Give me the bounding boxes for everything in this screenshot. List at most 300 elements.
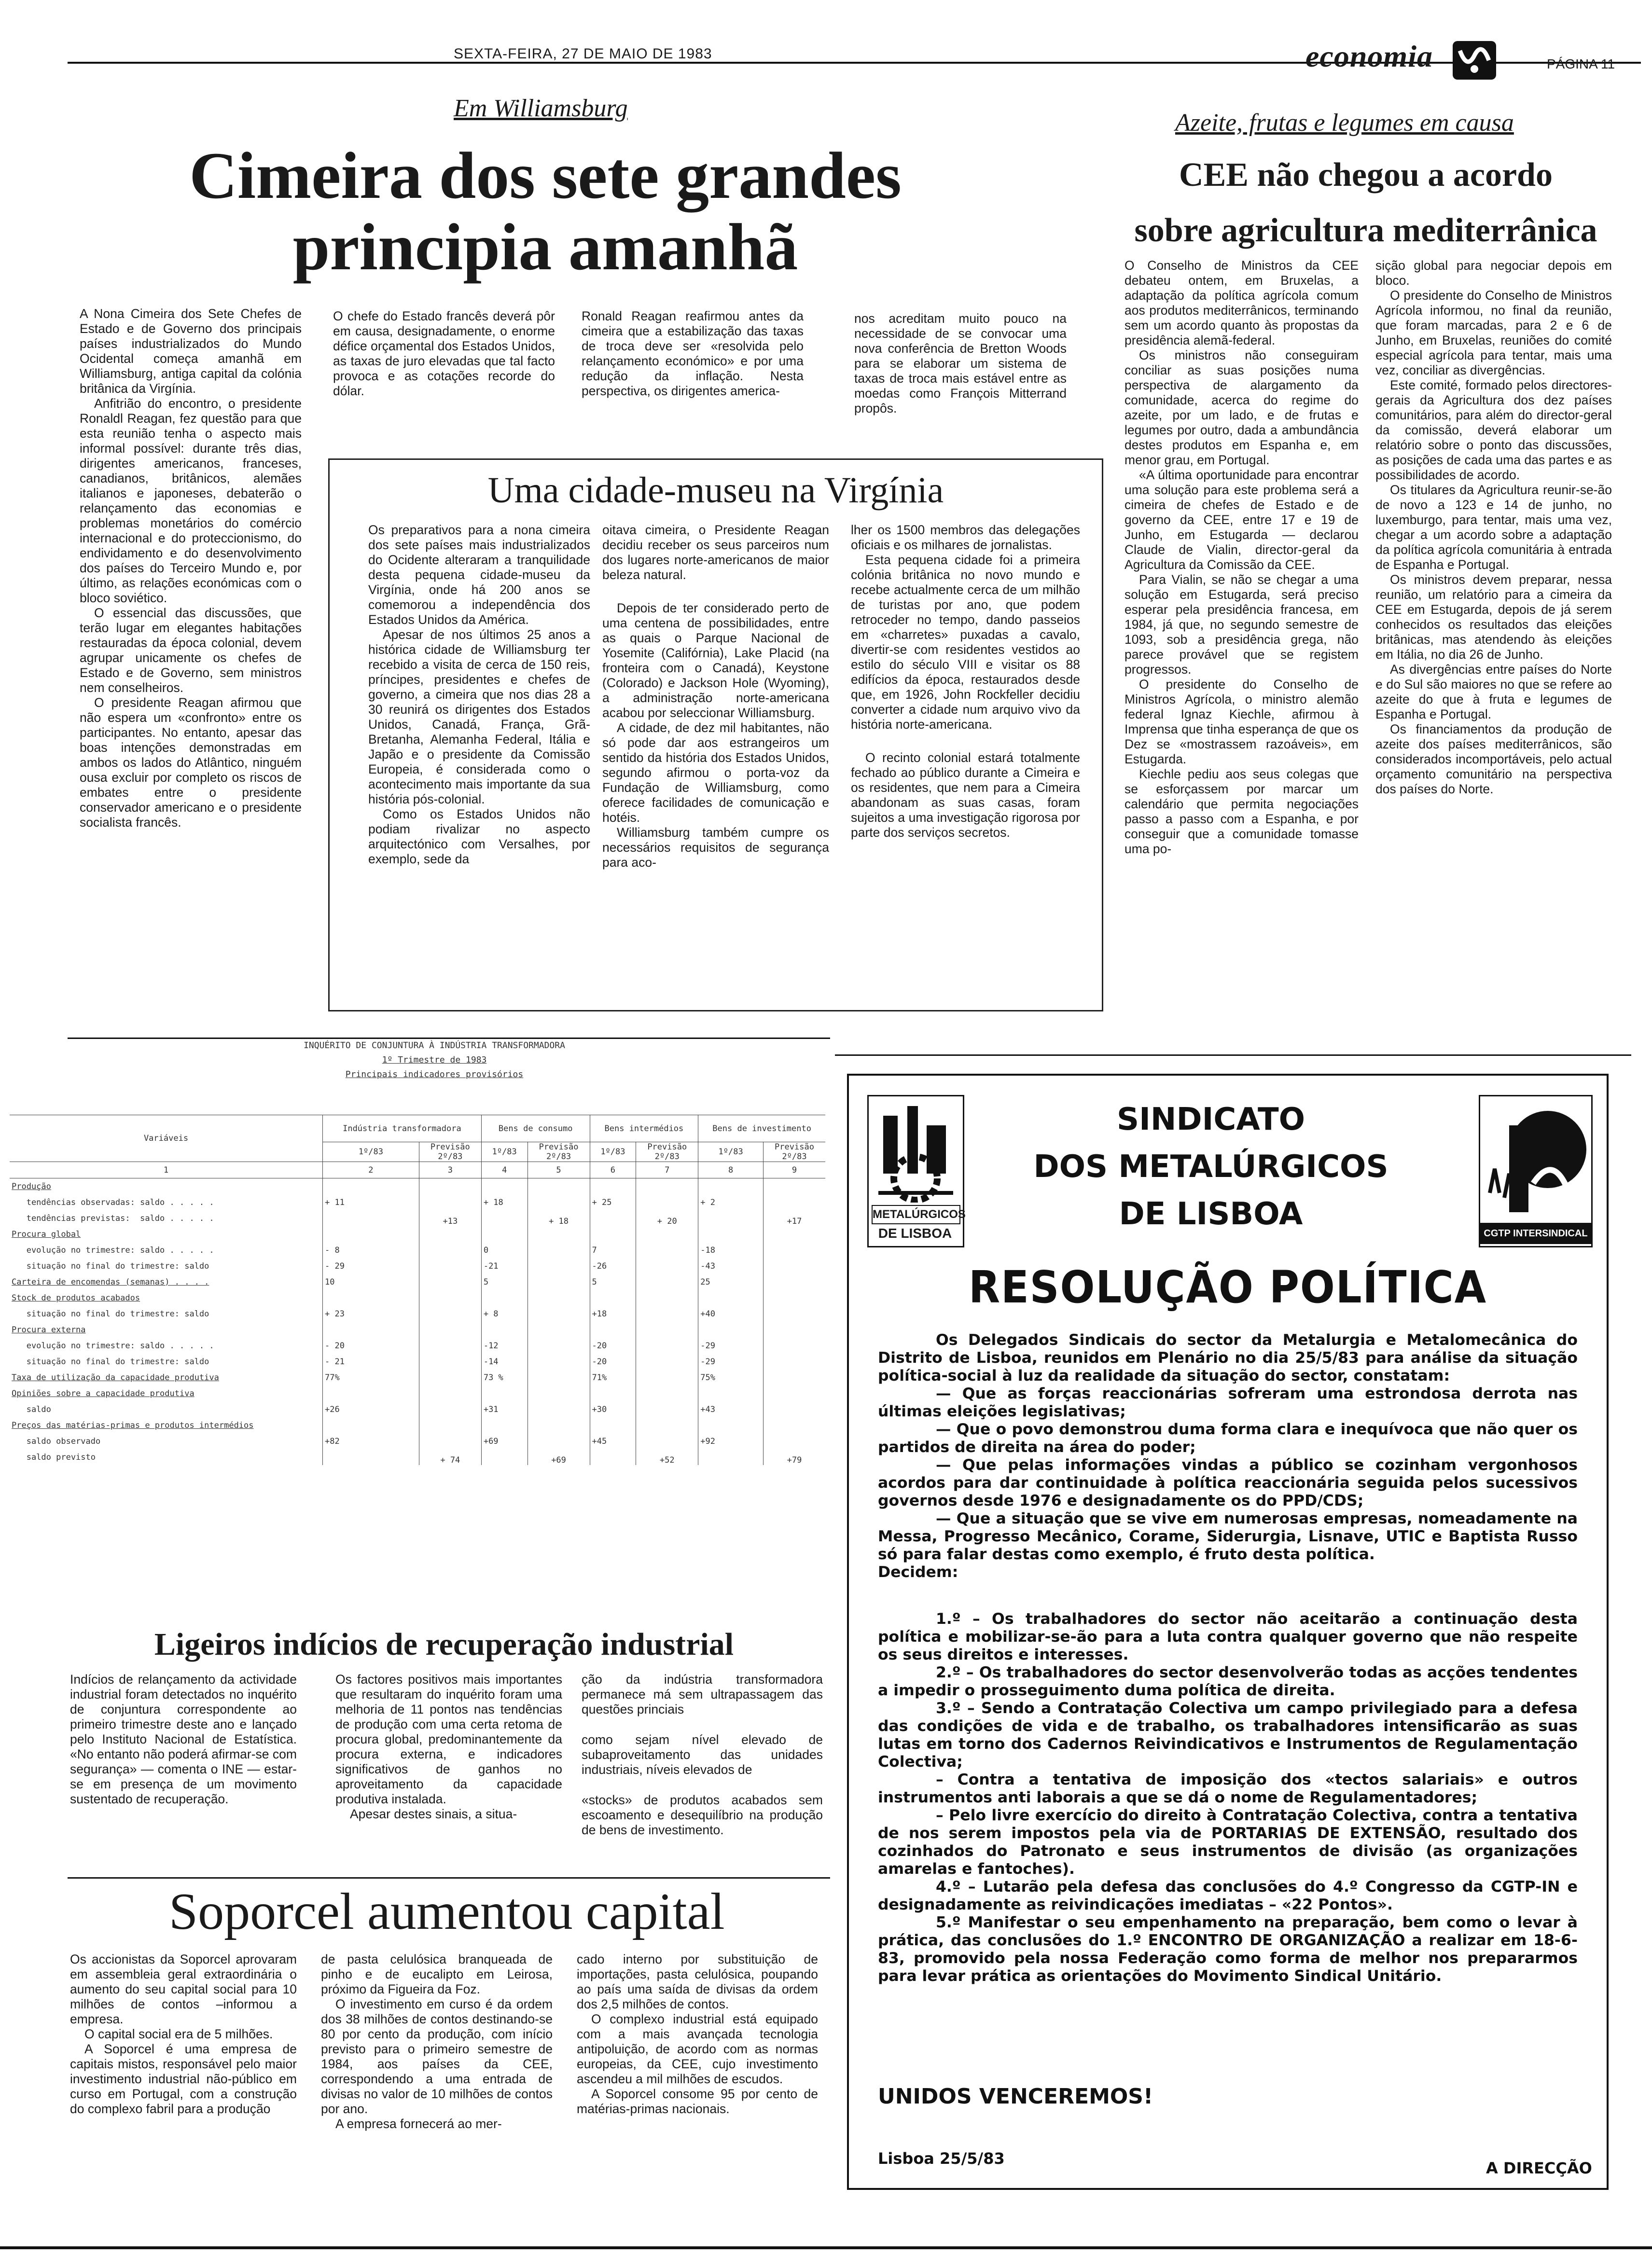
colnum: 5 bbox=[528, 1162, 590, 1178]
table-cell: 5 bbox=[590, 1274, 636, 1290]
table-cell: 0 bbox=[481, 1242, 528, 1258]
table-cell bbox=[764, 1274, 826, 1290]
table-cell bbox=[636, 1274, 698, 1290]
row-label: saldo previsto bbox=[12, 1452, 96, 1462]
cimeira-col1 bbox=[80, 306, 302, 830]
header-date: SEXTA-FEIRA, 27 DE MAIO DE 1983 bbox=[454, 46, 712, 62]
table-cell: 10 bbox=[323, 1274, 419, 1290]
metalurgicos-logo bbox=[867, 1095, 964, 1247]
table-cell: +26 bbox=[323, 1401, 419, 1417]
table-cell: 25 bbox=[698, 1274, 764, 1290]
table-cell bbox=[636, 1417, 698, 1433]
table-cell bbox=[419, 1433, 481, 1449]
table-cell bbox=[419, 1194, 481, 1210]
table-cell: +82 bbox=[323, 1433, 419, 1449]
cgtp-emblem-icon bbox=[1480, 1096, 1591, 1222]
table-cell bbox=[528, 1258, 590, 1274]
cee-col2-p7: Os financiamentos da produção de azeite dos países mediterrânicos, são considerados incomportáveis, pelo actual orçamento comunitário na perspectiva dos países do Norte. bbox=[1375, 722, 1612, 796]
table-cell bbox=[764, 1258, 826, 1274]
table-cell bbox=[323, 1385, 419, 1401]
soporcel-col3-p1: cado interno por substituição de importações, pasta celulósica, poupando ao país uma saída de divisas da ordem dos 2,5 milhões de contos. bbox=[577, 1952, 818, 2011]
table-cell bbox=[636, 1258, 698, 1274]
cimeira-col2-p1: O chefe do Estado francês deverá pôr em causa, designadamente, o enorme défice orçamental dos Estados Unidos, as taxas de juro elevadas que tal facto provoca e as cotações recorde do dólar. bbox=[333, 309, 555, 398]
table-cell: + 2 bbox=[698, 1194, 764, 1210]
table-row bbox=[10, 1322, 825, 1338]
row-label: saldo bbox=[12, 1404, 51, 1414]
table-cell bbox=[698, 1417, 764, 1433]
row-label: Stock de produtos acabados bbox=[12, 1293, 140, 1303]
group-header: Bens intermédios bbox=[590, 1115, 698, 1142]
table-row bbox=[10, 1178, 825, 1195]
table-cell: + 18 bbox=[528, 1210, 590, 1226]
table-row bbox=[10, 1210, 825, 1226]
row-label: situação no final do trimestre: saldo bbox=[12, 1356, 209, 1367]
table-cell bbox=[764, 1242, 826, 1258]
ligeiros-col2-p2: Apesar destes sinais, a situa- bbox=[350, 1807, 517, 1821]
table-cell bbox=[698, 1226, 764, 1242]
resolucao-intro: Os Delegados Sindicais do sector da Metalurgia e Metalomecânica do Distrito de Lisboa, reunidos em Plenário no dia 25/5/83 para análise da situação política-social à luz da realidade da situação do sector, constatam: bbox=[878, 1331, 1578, 1384]
ligeiros-col2 bbox=[335, 1672, 562, 1822]
soporcel-col3-p3: A Soporcel consome 95 por cento de matérias-primas nacionais. bbox=[577, 2087, 818, 2116]
inquerito-title: INQUÉRITO DE CONJUNTURA À INDÚSTRIA TRANSFORMADORA bbox=[304, 1040, 565, 1051]
row-label: evolução no trimestre: saldo . . . . . bbox=[12, 1245, 214, 1255]
table-cell bbox=[481, 1210, 528, 1226]
cimeira-col3-p1: Ronald Reagan reafirmou antes da cimeira que a estabilização das taxas de troca deve ser «resolvida pelo relançamento económico» e por uma redução da inflação. Nesta perspectiva, os dirigentes america- bbox=[582, 309, 804, 398]
virginia-col3-p3: O recinto colonial estará totalmente fechado ao público durante a Cimeira e os residentes, que nem para a Cimeira abandonam as suas casas, foram sujeitos a uma investigação rigorosa por parte dos serviços secretos. bbox=[851, 750, 1080, 840]
table-cell bbox=[419, 1306, 481, 1322]
sindicato-body bbox=[878, 1331, 1578, 1985]
table-cell bbox=[636, 1306, 698, 1322]
cee-col1-p4: Para Vialin, se não se chegar a uma solução em Estugarda, será preciso esperar pela presidência francesa, em 1984, já que, no segundo semestre de 1093, sob a presidência grega, não parece provável que se registem progressos. bbox=[1124, 572, 1359, 677]
table-cell bbox=[764, 1401, 826, 1417]
table-cell bbox=[698, 1449, 764, 1465]
row-label: tendências previstas: saldo . . . . . bbox=[12, 1213, 214, 1223]
cimeira-col2 bbox=[333, 309, 555, 399]
soporcel-col1-p1: Os accionistas da Soporcel aprovaram em assembleia geral extraordinária o aumento do seu capital social para 10 milhões de contos –informou a empresa. bbox=[70, 1952, 297, 2026]
constatam-4: — Que a situação que se vive em numerosas empresas, nomeadamente na Messa, Progresso Mecânico, Corame, Siderurgia, Lisnave, UTIC e Baptista Russo só para falar destas como exemplo, é fruto desta política. bbox=[878, 1510, 1578, 1563]
table-cell: +13 bbox=[419, 1210, 481, 1226]
row-label: Produção bbox=[12, 1181, 51, 1191]
table-cell: -14 bbox=[481, 1354, 528, 1370]
table-cell: - 21 bbox=[323, 1354, 419, 1370]
table-cell bbox=[419, 1290, 481, 1306]
table-cell bbox=[528, 1338, 590, 1354]
table-cell bbox=[528, 1322, 590, 1338]
sub-header: 1º/83 bbox=[323, 1142, 419, 1162]
constatam-3: — Que pelas informações vindas a público se cozinham vergonhosos acordos para dar continuidade à política reaccionária seguida pelos sucessivos governos desde 1976 e designadamente os do PPD/CDS; bbox=[878, 1456, 1578, 1509]
table-row bbox=[10, 1354, 825, 1370]
place-date: Lisboa 25/5/83 bbox=[878, 2149, 1005, 2168]
logo-right-label: CGTP INTERSINDICAL bbox=[1480, 1223, 1591, 1244]
cimeira-col1-p2: Anfitrião do encontro, o presidente Ronaldl Reagan, fez questão para que esta reunião tenha o aspecto mais informal possível: durante três dias, dirigentes americanos, franceses, canadianos, britânicos, alemães italianos e japoneses, debaterão o relançamento das economias e problemas monetários do comércio internacional e do proteccionismo, do endividamento e do desenvolvimento dos países do Terceiro Mundo e, por último, as relações económicas com o bloco soviético. bbox=[80, 396, 302, 605]
ligeiros-col2-p1: Os factores positivos mais importantes que resultaram do inquérito foram uma melhoria de 11 pontos nas tendências de produção com uma certa retoma de procura global, predominantemente da procura externa, e indicadores significativos de ganhos no aproveitamento da capacidade produtiva instalada. bbox=[335, 1672, 562, 1806]
soporcel-col1-p2: O capital social era de 5 milhões. bbox=[84, 2027, 273, 2041]
table-cell bbox=[323, 1178, 419, 1195]
table-cell bbox=[419, 1338, 481, 1354]
ligeiros-headline: Ligeiros indícios de recuperação industrial bbox=[154, 1627, 734, 1662]
table-cell: +17 bbox=[764, 1210, 826, 1226]
sub-header: Previsão 2º/83 bbox=[419, 1142, 481, 1162]
soporcel-col2-p3: A empresa fornecerá ao mer- bbox=[335, 2117, 502, 2131]
table-row bbox=[10, 1274, 825, 1290]
table-cell bbox=[764, 1417, 826, 1433]
cee-col1-p5: O presidente do Conselho de Ministros Agrícola, o ministro alemão federal Ignaz Kiechle, afirmou à Imprensa que tinha esperança de que os Dez se «mostrassem razoáveis», em Estugarda. bbox=[1124, 677, 1359, 766]
decisao-2: 2.º – Os trabalhadores do sector desenvolverão todas as acções tendentes a impedir o prosseguimento duma política de direita. bbox=[878, 1664, 1578, 1699]
cee-col2-p3: Este comité, formado pelos directores-gerais da Agricultura dos dez países comunitários, para além do director-geral da comissão, deverá elaborar um relatório sobre o ponto das discussões, as posições de cada uma das partes e as possibilidades de acordo. bbox=[1375, 378, 1612, 482]
table-cell bbox=[764, 1178, 826, 1195]
table-cell: - 8 bbox=[323, 1242, 419, 1258]
decidem-label: Decidem: bbox=[878, 1564, 958, 1581]
table-cell bbox=[636, 1338, 698, 1354]
soporcel-col3-p2: O complexo industrial está equipado com a mais avançada tecnologia antipoluição, de acordo com as normas europeias, da CEE, cujo investimento ascendeu a mil milhões de escudos. bbox=[577, 2012, 818, 2086]
table-cell: - 20 bbox=[323, 1338, 419, 1354]
virginia-col3-p2: Esta pequena cidade foi a primeira colónia britânica no novo mundo e recebe actualmente cerca de um milhão de turistas por ano, que podem retroceder no tempo, dando passeios em «charretes» puxadas a cavalo, divertir-se com residentes vestidos ao estilo do século VIII e visitar os 88 edifícios da época, restaurados desde que, em 1926, John Rockfeller decidiu converter a cidade num arquivo vivo da história norte-americana. bbox=[851, 553, 1080, 732]
factory-gear-icon bbox=[869, 1096, 963, 1203]
table-cell: -21 bbox=[481, 1258, 528, 1274]
section-name: economia bbox=[1305, 39, 1433, 73]
virginia-col2 bbox=[602, 523, 829, 870]
soporcel-col2 bbox=[321, 1952, 553, 2131]
sub-header: 1º/83 bbox=[481, 1142, 528, 1162]
table-cell: -20 bbox=[590, 1354, 636, 1370]
table-cell bbox=[590, 1226, 636, 1242]
cee-col2-p5: Os ministros devem preparar, nessa reunião, um relatório para a cimeira da CEE em Estugarda, depois de já serem conhecidos os resultados das eleições britânicas, mas atendendo às eleições em Itália, no dia 26 de Junho. bbox=[1375, 572, 1612, 662]
table-cell: +79 bbox=[764, 1449, 826, 1465]
virginia-box bbox=[328, 458, 1103, 1011]
table-cell: -43 bbox=[698, 1258, 764, 1274]
table-cell bbox=[323, 1449, 419, 1465]
constatam-2: — Que o povo demonstrou duma forma clara e inequívoca que não quer os partidos de direita na área do poder; bbox=[878, 1421, 1578, 1456]
table-cell bbox=[323, 1226, 419, 1242]
inquerito-subtitle: 1º Trimestre de 1983 bbox=[382, 1055, 487, 1065]
virginia-col1-p3: Como os Estados Unidos não podiam rivalizar no aspecto arquitectónico com Versalhes, por exemplo, sede da bbox=[368, 807, 590, 866]
inquerito-titles bbox=[145, 1038, 724, 1082]
cimeira-col3 bbox=[582, 309, 804, 399]
table-cell: 71% bbox=[590, 1370, 636, 1385]
ligeiros-col1-p1: Indícios de relançamento da actividade industrial foram detectados no inquérito de conjuntura correspondente ao primeiro trimestre deste ano e lançado pelo Instituto Nacional de Estatística. «No entanto não poderá afirmar-se com segurança» — comenta o INE — estar-se em presença de um movimento sustentado de recuperação. bbox=[70, 1672, 297, 1806]
table-cell bbox=[419, 1385, 481, 1401]
table-cell bbox=[419, 1226, 481, 1242]
slogan: UNIDOS VENCEREMOS! bbox=[878, 2084, 1153, 2109]
cimeira-headline-line2: principia amanhã bbox=[292, 210, 798, 284]
table-cell: +43 bbox=[698, 1401, 764, 1417]
cimeira-col4-p1: nos acreditam muito pouco na necessidade de se convocar uma nova conferência de Bretton Woods para se elaborar um sistema de taxas de troca mais estável entre as moedas como François Mitterrand propôs. bbox=[854, 311, 1067, 415]
colnum: 8 bbox=[698, 1162, 764, 1178]
footer-rule bbox=[0, 2246, 1652, 2249]
table-cell bbox=[636, 1226, 698, 1242]
group-header: Indústria transformadora bbox=[323, 1115, 482, 1142]
virginia-col2-p2: Depois de ter considerado perto de uma centena de possibilidades, entre as quais o Parque Nacional de Yosemite (Califórnia), Lake Placid (na fronteira com o Canadá), Keystone (Colorado) e Jackson Hole (Wyoming), a administração norte-americana acabou por seleccionar Williamsburg. bbox=[602, 601, 829, 720]
page-header bbox=[0, 0, 1652, 77]
table-cell bbox=[419, 1401, 481, 1417]
table-cell bbox=[481, 1178, 528, 1195]
soporcel-col2-p1: de pasta celulósica branqueada de pinho e de eucalipto em Leirosa, próximo da Figueira da Foz. bbox=[321, 1952, 553, 1996]
logo-left-line1: METALÚRGICOS bbox=[872, 1205, 960, 1224]
decisao-3a: – Contra a tentativa de imposição dos «tectos salariais» e outros instrumentos anti laborais a que se dá o nome de Regulamentadores; bbox=[878, 1771, 1578, 1806]
table-cell bbox=[636, 1178, 698, 1195]
cee-col2-p4: Os titulares da Agricultura reunir-se-ão de novo a 123 e 14 de junho, no luxemburgo, para tentar, mais uma vez, chegar a um acordo sobre a adaptação da política agrícola comunitária à entrada de Espanha e Portugal. bbox=[1375, 483, 1612, 572]
colnum: 9 bbox=[764, 1162, 826, 1178]
sindicato-title bbox=[994, 1096, 1428, 1238]
table-cell: -26 bbox=[590, 1258, 636, 1274]
table-cell bbox=[764, 1433, 826, 1449]
table-cell bbox=[481, 1385, 528, 1401]
cee-headline-line2: sobre agricultura mediterrânica bbox=[1134, 212, 1597, 249]
soporcel-headline: Soporcel aumentou capital bbox=[169, 1883, 725, 1940]
divider-right bbox=[835, 1054, 1631, 1056]
table-cell bbox=[419, 1258, 481, 1274]
row-label: situação no final do trimestre: saldo bbox=[12, 1309, 209, 1319]
table-cell bbox=[419, 1370, 481, 1385]
table-cell: + 8 bbox=[481, 1306, 528, 1322]
table-cell bbox=[764, 1306, 826, 1322]
table-row bbox=[10, 1385, 825, 1401]
table-cell bbox=[419, 1242, 481, 1258]
soporcel-col1-p3: A Soporcel é uma empresa de capitais mistos, responsável pelo maior investimento industrial não-público em curso em Portugal, com a construção do complexo fabril para a produção bbox=[70, 2042, 297, 2116]
table-row bbox=[10, 1338, 825, 1354]
table-row bbox=[10, 1433, 825, 1449]
table-cell bbox=[528, 1178, 590, 1195]
table-cell bbox=[698, 1178, 764, 1195]
colnum: 6 bbox=[590, 1162, 636, 1178]
table-cell: + 74 bbox=[419, 1449, 481, 1465]
table-cell bbox=[636, 1433, 698, 1449]
cee-headline bbox=[1105, 147, 1626, 258]
inquerito-subtitle2: Principais indicadores provisórios bbox=[345, 1069, 524, 1080]
table-cell: 73 % bbox=[481, 1370, 528, 1385]
table-cell: +69 bbox=[528, 1449, 590, 1465]
virginia-col2-p3: A cidade, de dez mil habitantes, não só pode dar aos estrangeiros um sentido da história dos Estados Unidos, segundo afirmou o porta-voz da Fundação de Williamsburg, como oferece facilidades de comunicação e hotéis. bbox=[602, 720, 829, 825]
decisao-3b: – Pelo livre exercício do direito à Contratação Colectiva, contra a tentativa de nos serem impostos pela via de PORTARIAS DE EXTENSÃO, resultado dos cozinhados do Patronato e seus instrumentos de divisão (as organizações amarelas e fantoches). bbox=[878, 1807, 1578, 1878]
table-cell bbox=[528, 1385, 590, 1401]
table-cell bbox=[764, 1194, 826, 1210]
section-logo-icon bbox=[1453, 41, 1496, 80]
table-cell: +18 bbox=[590, 1306, 636, 1322]
table-row bbox=[10, 1401, 825, 1417]
table-cell bbox=[419, 1274, 481, 1290]
ligeiros-col3-p2: como sejam nível elevado de subaproveitamento das unidades industriais, níveis elevados de bbox=[582, 1732, 823, 1777]
cee-col2-p1: sição global para negociar depois em bloco. bbox=[1375, 258, 1612, 288]
table-cell: + 18 bbox=[481, 1194, 528, 1210]
table-cell bbox=[528, 1226, 590, 1242]
colnum: 7 bbox=[636, 1162, 698, 1178]
cimeira-col1-p3: O essencial das discussões, que terão lugar em elegantes habitações restauradas da época colonial, devem agrupar unicamente os chefes de Estado e de Governo, sem ministros nem conselheiros. bbox=[80, 606, 302, 695]
table-cell: +92 bbox=[698, 1433, 764, 1449]
table-header-groups bbox=[10, 1115, 825, 1142]
decisao-5: 5.º Manifestar o seu empenhamento na preparação, bem como o levar à prática, das conclusões do 1.º ENCONTRO DE ORGANIZAÇÃO a realizar em 18-6-83, promovido pela nossa Federação como forma de melhor nos prepararmos para levar prática as orientações do Movimento Sindical Unitário. bbox=[878, 1914, 1578, 1985]
constatam-1: — Que as forças reaccionárias sofreram uma estrondosa derrota nas últimas eleições legislativas; bbox=[878, 1385, 1578, 1420]
table-cell bbox=[419, 1417, 481, 1433]
sub-header: 1º/83 bbox=[698, 1142, 764, 1162]
ligeiros-col3 bbox=[582, 1672, 823, 1838]
row-label: Opiniões sobre a capacidade produtiva bbox=[12, 1388, 194, 1398]
table-cell bbox=[323, 1417, 419, 1433]
group-header: Bens de consumo bbox=[481, 1115, 590, 1142]
table-cell bbox=[764, 1322, 826, 1338]
table-colnums bbox=[10, 1162, 825, 1178]
virginia-col1-p2: Apesar de nos últimos 25 anos a histórica cidade de Williamsburg ter recebido a visita de cerca de 150 reis, príncipes, presidentes e chefes de governo, a cimeira que nos dias 28 a 30 reunirá os dirigentes dos Estados Unidos, Canadá, França, Grã-Bretanha, Alemanha Federal, Itália e Japão e o presidente da Comissão Europeia, é considerada como o acontecimento mais importante da sua história pós-colonial. bbox=[368, 627, 590, 806]
logo-left-line2: DE LISBOA bbox=[878, 1226, 952, 1241]
table-cell: 77% bbox=[323, 1370, 419, 1385]
table-cell: -20 bbox=[590, 1338, 636, 1354]
table-cell: +40 bbox=[698, 1306, 764, 1322]
ligeiros-col3-p1: ção da indústria transformadora permanece má sem ultrapassagem das questões princiais bbox=[582, 1672, 823, 1716]
table-cell: -12 bbox=[481, 1338, 528, 1354]
table-cell: -18 bbox=[698, 1242, 764, 1258]
table-cell: +30 bbox=[590, 1401, 636, 1417]
table-cell bbox=[528, 1401, 590, 1417]
cee-kicker: Azeite, frutas e legumes em causa bbox=[1175, 109, 1514, 137]
table-cell bbox=[481, 1449, 528, 1465]
table-cell bbox=[481, 1322, 528, 1338]
table-cell: +69 bbox=[481, 1433, 528, 1449]
row-label: Taxa de utilização da capacidade produtiva bbox=[12, 1372, 219, 1383]
table-cell bbox=[528, 1306, 590, 1322]
soporcel-col1 bbox=[70, 1952, 297, 2117]
cgtp-logo bbox=[1479, 1095, 1593, 1247]
virginia-col2-p4: Williamsburg também cumpre os necessários requisitos de segurança para aco- bbox=[602, 825, 829, 870]
table-cell bbox=[636, 1194, 698, 1210]
cimeira-kicker: Em Williamsburg bbox=[454, 95, 628, 122]
table-cell: + 11 bbox=[323, 1194, 419, 1210]
table-cell bbox=[323, 1290, 419, 1306]
row-label: situação no final do trimestre: saldo bbox=[12, 1261, 209, 1271]
table-cell bbox=[764, 1290, 826, 1306]
decisao-1: 1.º – Os trabalhadores do sector não aceitarão a continuação desta política e mobilizar-se-ão para a luta contra qualquer governo que não respeite os seus direitos e interesses. bbox=[878, 1610, 1578, 1663]
sub-header: Previsão 2º/83 bbox=[636, 1142, 698, 1162]
table-cell bbox=[764, 1338, 826, 1354]
table-cell bbox=[528, 1290, 590, 1306]
cimeira-headline-line1: Cimeira dos sete grandes bbox=[189, 138, 902, 212]
sindicato-title-line2: DOS METALÚRGICOS bbox=[1033, 1149, 1388, 1185]
table-cell bbox=[636, 1322, 698, 1338]
soporcel-col2-p2: O investimento em curso é da ordem dos 38 milhões de contos destinando-se 80 por cento da produção, com início previsto para o primeiro semestre de 1984, aos países da CEE, correspondendo a uma entrada de divisas no valor de 10 milhões de contos por ano. bbox=[321, 1997, 553, 2116]
table-cell bbox=[590, 1178, 636, 1195]
table-cell bbox=[590, 1385, 636, 1401]
page-number: PÁGINA 11 bbox=[1547, 56, 1615, 71]
table-cell bbox=[528, 1194, 590, 1210]
cee-col1-p3: «A última oportunidade para encontrar uma solução para este problema será a cimeira de chefes de Estado e de governo da CEE, entre 17 e 19 de Junho, em Estugarda — declarou Claude de Vialin, director-geral da Agricultura da Comissão da CEE. bbox=[1124, 468, 1359, 572]
table-cell: 5 bbox=[481, 1274, 528, 1290]
table-cell bbox=[528, 1274, 590, 1290]
table-cell bbox=[636, 1290, 698, 1306]
colnum: 2 bbox=[323, 1162, 419, 1178]
table-cell bbox=[481, 1290, 528, 1306]
table-cell bbox=[528, 1433, 590, 1449]
table-row bbox=[10, 1370, 825, 1385]
cee-headline-line1: CEE não chegou a acordo bbox=[1179, 156, 1553, 194]
table-cell bbox=[323, 1322, 419, 1338]
table-cell bbox=[636, 1401, 698, 1417]
sindicato-title-line1: SINDICATO bbox=[1117, 1102, 1305, 1137]
virginia-headline: Uma cidade-museu na Virgínia bbox=[487, 470, 944, 511]
cee-col1 bbox=[1124, 258, 1359, 857]
cimeira-col4 bbox=[854, 311, 1067, 416]
sub-header: 1º/83 bbox=[590, 1142, 636, 1162]
virginia-col3 bbox=[851, 523, 1080, 840]
ligeiros-col1 bbox=[70, 1672, 297, 1807]
table-cell bbox=[764, 1385, 826, 1401]
cee-col2-p2: O presidente do Conselho de Ministros Agrícola informou, no final da reunião, que foram marcadas, para 2 e 6 de Junho, em Bruxelas, reuniões do comité especial agrícola para tentar, mais uma vez, conciliar as divergências. bbox=[1375, 288, 1612, 377]
table-cell: 7 bbox=[590, 1242, 636, 1258]
row-label: Procura externa bbox=[12, 1325, 86, 1335]
table-cell bbox=[636, 1385, 698, 1401]
cimeira-col1-p1: A Nona Cimeira dos Sete Chefes de Estado e de Governo dos principais países industrializados do Mundo Ocidental começa amanhã em Williamsburg, antiga capital da colónia britânica da Virgínia. bbox=[80, 306, 302, 396]
table-row bbox=[10, 1226, 825, 1242]
table-cell bbox=[698, 1210, 764, 1226]
table-cell bbox=[590, 1449, 636, 1465]
table-cell: +52 bbox=[636, 1449, 698, 1465]
colnum: 4 bbox=[481, 1162, 528, 1178]
signature: A DIRECÇÃO bbox=[1486, 2159, 1592, 2177]
table-cell bbox=[698, 1385, 764, 1401]
row-label: Carteira de encomendas (semanas) . . . . bbox=[12, 1277, 209, 1287]
table-row bbox=[10, 1306, 825, 1322]
table-cell: -29 bbox=[698, 1338, 764, 1354]
table-cell bbox=[528, 1354, 590, 1370]
resolucao-heading: RESOLUÇÃO POLÍTICA bbox=[969, 1261, 1487, 1313]
table-cell bbox=[764, 1354, 826, 1370]
table-cell: +31 bbox=[481, 1401, 528, 1417]
table-cell: -29 bbox=[698, 1354, 764, 1370]
cee-col1-p2: Os ministros não conseguiram conciliar as suas posições numa perspectiva de alargamento da comunidade, acerca do regime do azeite, por um lado, e de frutas e legumes por outro, dada a ambundância destes produtos em Espanha e, em menor grau, em Portugal. bbox=[1124, 348, 1359, 467]
table-cell bbox=[590, 1322, 636, 1338]
cimeira-headline bbox=[154, 140, 936, 283]
table-row bbox=[10, 1258, 825, 1274]
colnum: 1 bbox=[10, 1162, 323, 1178]
virginia-col2-p1: oitava cimeira, o Presidente Reagan decidiu receber os seus parceiros num dos lugares norte-americanos de maior beleza natural. bbox=[602, 523, 829, 582]
cee-col1-p6: Kiechle pediu aos seus colegas que se esforçassem por marcar um calendário que permita negociações passo a passo com a Espanha, e por conseguir que a comunidade tomasse uma po- bbox=[1124, 767, 1359, 856]
table-cell bbox=[528, 1242, 590, 1258]
sub-header: Previsão 2º/83 bbox=[528, 1142, 590, 1162]
table-cell bbox=[590, 1290, 636, 1306]
table-cell bbox=[636, 1370, 698, 1385]
table-cell bbox=[419, 1354, 481, 1370]
table-cell: +45 bbox=[590, 1433, 636, 1449]
table-cell: - 29 bbox=[323, 1258, 419, 1274]
cee-col1-p1: O Conselho de Ministros da CEE debateu ontem, em Bruxelas, a adaptação da política agrícola comum aos produtos mediterrânicos, terminando sem um acordo quanto às propostas da presidência alemã-federal. bbox=[1124, 258, 1359, 347]
sub-header: Previsão 2º/83 bbox=[764, 1142, 826, 1162]
table-cell bbox=[528, 1417, 590, 1433]
row-label: tendências observadas: saldo . . . . . bbox=[12, 1197, 214, 1207]
soporcel-col3 bbox=[577, 1952, 818, 2117]
group-header: Bens de investimento bbox=[698, 1115, 825, 1142]
table-row bbox=[10, 1194, 825, 1210]
virginia-col3-p1: lher os 1500 membros das delegações oficiais e os milhares de jornalistas. bbox=[851, 523, 1080, 552]
table-cell: + 23 bbox=[323, 1306, 419, 1322]
decisao-3: 3.º – Sendo a Contratação Colectiva um campo privilegiado para a defesa das condições de vida e de trabalho, os trabalhadores intensificarão as suas lutas em torno dos Cadernos Reivindicativos e Instrumentos de Regulamentação Colectiva; bbox=[878, 1700, 1578, 1771]
table-cell bbox=[698, 1290, 764, 1306]
table-row bbox=[10, 1449, 825, 1465]
cee-col2-p6: As divergências entre países do Norte e do Sul são maiores no que se refere ao azeite do que à fruta e legumes de Espanha e Portugal. bbox=[1375, 662, 1612, 721]
table-cell bbox=[764, 1226, 826, 1242]
table-row bbox=[10, 1242, 825, 1258]
table-cell bbox=[590, 1417, 636, 1433]
table-row bbox=[10, 1417, 825, 1433]
table-cell bbox=[636, 1242, 698, 1258]
row-label: saldo observado bbox=[12, 1436, 101, 1446]
virginia-col1 bbox=[368, 523, 590, 867]
table-row bbox=[10, 1290, 825, 1306]
decisao-4: 4.º – Lutarão pela defesa das conclusões do 4.º Congresso da CGTP-IN e designadamente as reivindicações imediatas – «22 Pontos». bbox=[878, 1878, 1578, 1913]
row-label: evolução no trimestre: saldo . . . . . bbox=[12, 1341, 214, 1351]
table-cell bbox=[419, 1322, 481, 1338]
table-cell: + 25 bbox=[590, 1194, 636, 1210]
inquerito-table-wrap bbox=[10, 1115, 830, 1465]
virginia-col1-p1: Os preparativos para a nona cimeira dos sete países mais industrializados do Ocidente alteraram a tranquilidade desta pequena cidade-museu da Virgínia, onde há 200 anos se comemorou a independência dos Estados Unidos da América. bbox=[368, 523, 590, 627]
ligeiros-col3-p3: «stocks» de produtos acabados sem escoamento e desequilíbrio na produção de bens de investimento. bbox=[582, 1793, 823, 1837]
cee-col2 bbox=[1375, 258, 1612, 797]
